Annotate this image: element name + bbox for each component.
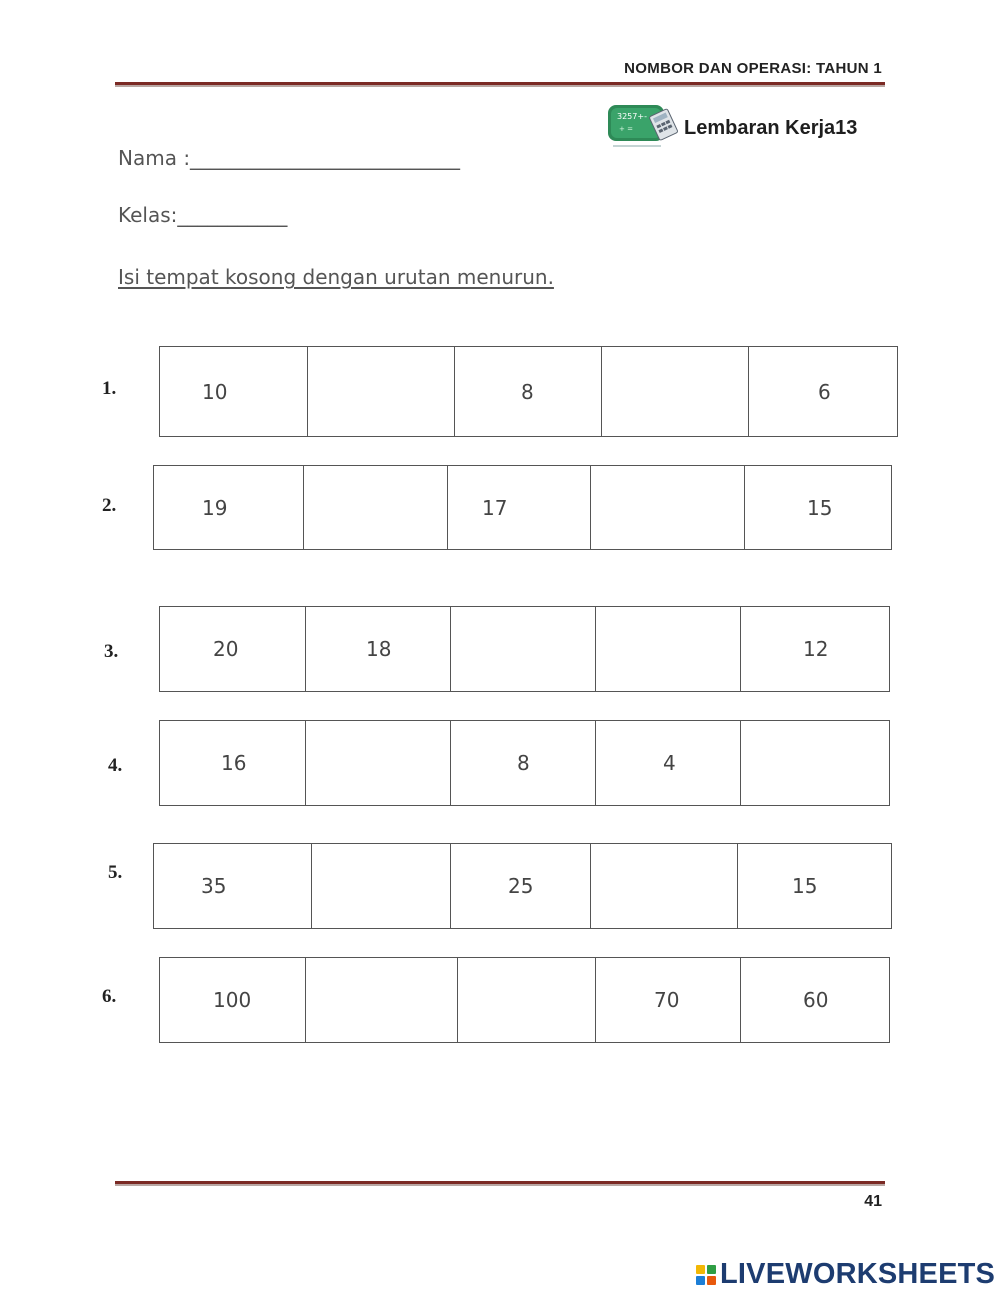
- answer-box[interactable]: [740, 721, 889, 805]
- row-label-3: 3.: [104, 641, 119, 662]
- answer-box[interactable]: [457, 958, 595, 1042]
- answer-box[interactable]: [590, 844, 737, 928]
- row-label-1: 1.: [102, 378, 117, 399]
- sequence-row-1: [159, 346, 898, 437]
- sequence-row-2: [153, 465, 892, 550]
- answer-box[interactable]: [311, 844, 450, 928]
- sequence-row-4: [159, 720, 890, 806]
- sequence-cell: 17: [447, 466, 590, 549]
- sequence-cell: 15: [737, 844, 891, 928]
- sequence-cell: 18: [305, 607, 450, 691]
- sequence-cell: 60: [740, 958, 889, 1042]
- sequence-cell: 8: [454, 347, 601, 436]
- sequence-cell: 10: [202, 379, 228, 404]
- answer-box[interactable]: [595, 607, 740, 691]
- kelas-field: Kelas:___________: [118, 203, 288, 227]
- sequence-row-3: [159, 606, 890, 692]
- sequence-cell: 20: [213, 637, 239, 661]
- liveworksheets-watermark: [696, 1258, 995, 1291]
- answer-box[interactable]: [307, 347, 454, 436]
- answer-box[interactable]: [305, 958, 457, 1042]
- instruction: Isi tempat kosong dengan urutan menurun.: [118, 265, 554, 289]
- calculator-icon: [607, 103, 685, 149]
- page-number: 41: [864, 1193, 882, 1210]
- answer-box[interactable]: [590, 466, 744, 549]
- sequence-cell: 35: [201, 874, 227, 898]
- row-label-4: 4.: [108, 755, 123, 776]
- liveworksheets-logo-icon: [696, 1265, 716, 1285]
- sequence-cell: 15: [744, 466, 891, 549]
- row-label-2: 2.: [102, 495, 117, 516]
- header-title: NOMBOR DAN OPERASI: TAHUN 1: [624, 60, 882, 77]
- sequence-cell: 100: [213, 988, 252, 1012]
- sequence-cell: 19: [202, 495, 228, 520]
- answer-box[interactable]: [305, 721, 450, 805]
- sequence-cell: 6: [748, 347, 897, 436]
- sequence-cell: 4: [595, 721, 740, 805]
- svg-text:+ =: + =: [619, 125, 633, 133]
- sequence-cell: 70: [595, 958, 740, 1042]
- badge-text: 3257+-: [617, 112, 647, 121]
- row-label-5: 5.: [108, 862, 123, 883]
- sequence-cell: 25: [450, 844, 590, 928]
- sequence-row-6: [159, 957, 890, 1043]
- answer-box[interactable]: [303, 466, 447, 549]
- watermark-text: LIVEWORKSHEETS: [720, 1258, 996, 1290]
- sequence-cell: 16: [221, 751, 247, 775]
- sequence-row-5: [153, 843, 892, 929]
- answer-box[interactable]: [601, 347, 748, 436]
- sequence-cell: 8: [450, 721, 595, 805]
- footer-rule: [115, 1181, 885, 1186]
- header-rule: [115, 82, 885, 87]
- row-label-6: 6.: [102, 986, 117, 1007]
- nama-field: Nama :___________________________: [118, 146, 461, 170]
- answer-box[interactable]: [450, 607, 595, 691]
- sheet-title: Lembaran Kerja13: [684, 117, 858, 139]
- sequence-cell: 12: [740, 607, 889, 691]
